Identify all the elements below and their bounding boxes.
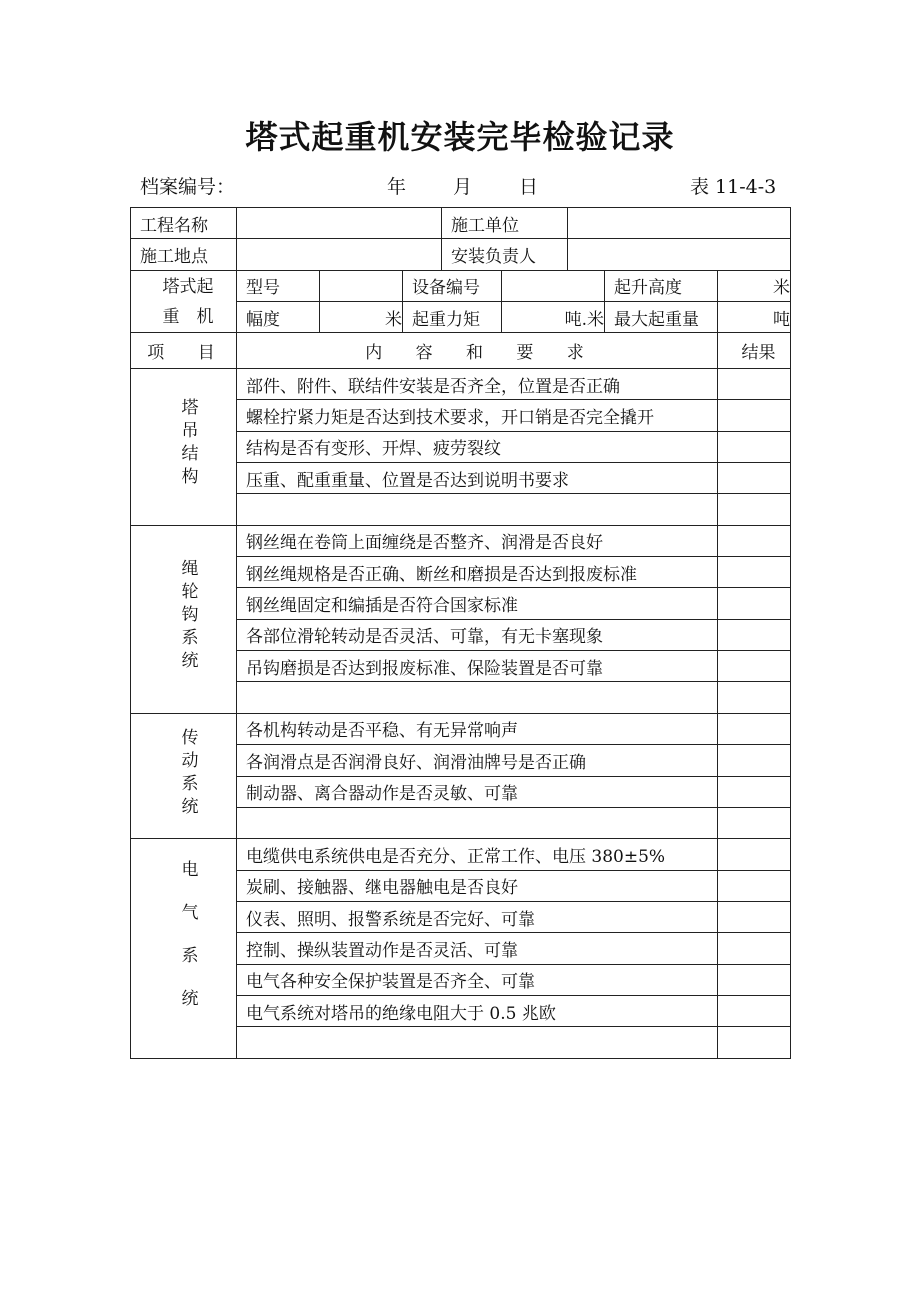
result-cell[interactable]: [718, 807, 791, 838]
check-item: 钢丝绳规格是否正确、断丝和磨损是否达到报废标准: [237, 557, 718, 588]
check-item-blank[interactable]: [237, 1027, 718, 1059]
section-name: 电气系统: [177, 860, 198, 1033]
result-cell[interactable]: [718, 494, 791, 525]
crane-label-line2: 重 机: [162, 306, 214, 327]
max-load-value[interactable]: 吨: [718, 302, 791, 333]
result-cell[interactable]: [718, 588, 791, 619]
check-item: 压重、配重重量、位置是否达到说明书要求: [237, 462, 718, 493]
lift-height-label: 起升高度: [605, 270, 718, 301]
result-cell[interactable]: [718, 713, 791, 744]
lift-height-value[interactable]: 米: [718, 270, 791, 301]
result-cell[interactable]: [718, 933, 791, 964]
check-item: 各机构转动是否平稳、有无异常响声: [237, 713, 718, 744]
max-load-label: 最大起重量: [605, 302, 718, 333]
radius-label: 幅度: [237, 302, 320, 333]
section-electrical: [131, 839, 237, 1059]
check-item-blank[interactable]: [237, 682, 718, 713]
section-rope-pulley-hook: [131, 525, 237, 713]
result-column-header: 结果: [718, 333, 791, 368]
document-title: 塔式起重机安装完毕检验记录: [245, 118, 675, 156]
section-tower-structure: [131, 368, 237, 525]
result-cell[interactable]: [718, 1027, 791, 1059]
model-label: 型号: [237, 270, 320, 301]
result-cell[interactable]: [718, 776, 791, 807]
equipment-no-value[interactable]: [502, 270, 605, 301]
installer-label: 安装负责人: [442, 239, 568, 270]
check-item: 电气各种安全保护装置是否齐全、可靠: [237, 964, 718, 995]
installer-value[interactable]: [568, 239, 791, 270]
check-item: 螺栓拧紧力矩是否达到技术要求，开口销是否完全撬开: [237, 400, 718, 431]
result-cell[interactable]: [718, 368, 791, 399]
check-item: 各部位滑轮转动是否灵活、可靠，有无卡塞现象: [237, 619, 718, 650]
check-item: 钢丝绳固定和编插是否符合国家标准: [237, 588, 718, 619]
check-item-blank[interactable]: [237, 807, 718, 838]
result-cell[interactable]: [718, 462, 791, 493]
result-cell[interactable]: [718, 525, 791, 556]
check-item: 电气系统对塔吊的绝缘电阻大于 0.5 兆欧: [237, 996, 718, 1027]
lifting-moment-label: 起重力矩: [403, 302, 502, 333]
check-item: 制动器、离合器动作是否灵敏、可靠: [237, 776, 718, 807]
result-cell[interactable]: [718, 964, 791, 995]
result-cell[interactable]: [718, 400, 791, 431]
check-item: 结构是否有变形、开焊、疲劳裂纹: [237, 431, 718, 462]
result-cell[interactable]: [718, 619, 791, 650]
radius-value[interactable]: 米: [320, 302, 403, 333]
section-name: 绳轮钩系统: [177, 559, 198, 675]
site-value[interactable]: [237, 239, 442, 270]
lifting-moment-value[interactable]: 吨.米: [502, 302, 605, 333]
check-item: 仪表、照明、报警系统是否完好、可靠: [237, 901, 718, 932]
construction-unit-value[interactable]: [568, 208, 791, 239]
archive-number-label: 档案编号：: [140, 176, 236, 198]
month-label: 月: [453, 176, 473, 198]
result-cell[interactable]: [718, 745, 791, 776]
result-cell[interactable]: [718, 996, 791, 1027]
check-item: 各润滑点是否润滑良好、润滑油牌号是否正确: [237, 745, 718, 776]
check-item-blank[interactable]: [237, 494, 718, 525]
project-name-label: 工程名称: [131, 208, 237, 239]
item-column-header: 项 目: [131, 333, 237, 368]
check-item: 吊钩磨损是否达到报废标准、保险装置是否可靠: [237, 651, 718, 682]
result-cell[interactable]: [718, 651, 791, 682]
equipment-no-label: 设备编号: [403, 270, 502, 301]
section-name: 塔吊结构: [177, 398, 198, 491]
result-cell[interactable]: [718, 682, 791, 713]
check-item: 部件、附件、联结件安装是否齐全，位置是否正确: [237, 368, 718, 399]
check-item: 炭刷、接触器、继电器触电是否良好: [237, 870, 718, 901]
result-cell[interactable]: [718, 839, 791, 870]
check-item: 钢丝绳在卷筒上面缠绕是否整齐、润滑是否良好: [237, 525, 718, 556]
year-label: 年: [387, 176, 407, 198]
section-name: 传动系统: [177, 727, 198, 820]
result-cell[interactable]: [718, 901, 791, 932]
check-item: 电缆供电系统供电是否充分、正常工作、电压 380±5%: [237, 839, 718, 870]
form-number: 表 11-4-3: [690, 176, 777, 198]
content-column-header: 内 容 和 要 求: [237, 333, 718, 368]
check-item: 控制、操纵装置动作是否灵活、可靠: [237, 933, 718, 964]
construction-unit-label: 施工单位: [442, 208, 568, 239]
section-transmission: [131, 713, 237, 838]
result-cell[interactable]: [718, 870, 791, 901]
crane-label: [131, 270, 237, 333]
project-name-value[interactable]: [237, 208, 442, 239]
model-value[interactable]: [320, 270, 403, 301]
crane-label-line1: 塔式起: [162, 276, 214, 297]
result-cell[interactable]: [718, 557, 791, 588]
day-label: 日: [519, 176, 539, 198]
result-cell[interactable]: [718, 431, 791, 462]
site-label: 施工地点: [131, 239, 237, 270]
inspection-table: [130, 207, 791, 1059]
